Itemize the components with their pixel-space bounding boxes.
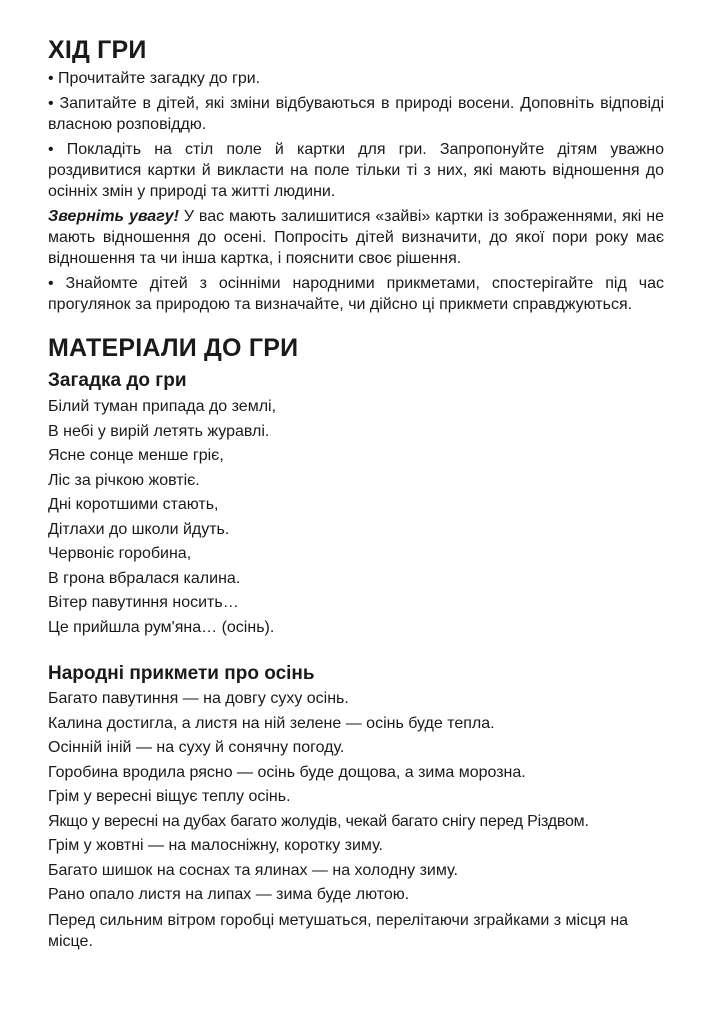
instruction-item: • Прочитайте загадку до гри. bbox=[48, 70, 261, 87]
instruction-item: • Покладіть на стіл поле й картки для гри. Запропонуйте дітям уважно роздивитися картки й викласти на поле тільки ті з них, які мають відношення до осінніх змін у природі та житті людини. bbox=[48, 141, 664, 200]
document-page bbox=[48, 36, 664, 952]
riddle-line: Дітлахи до школи йдуть. bbox=[48, 520, 230, 538]
riddle-line: В грона вбралася калина. bbox=[48, 569, 241, 587]
folk-sign: Рано опало листя на липах — зима буде лютою. bbox=[48, 886, 410, 903]
attention-label: Зверніть увагу! bbox=[48, 208, 179, 225]
folk-sign: Грім у жовтні — на малосніжну, коротку зиму. bbox=[48, 837, 383, 854]
folk-signs-title: Народні прикмети про осінь bbox=[48, 663, 315, 684]
instruction-item: • Запитайте в дітей, які зміни відбуваються в природі восени. Доповніть відповіді власною розповіддю. bbox=[48, 95, 664, 133]
riddle-line: Дні коротшими стають, bbox=[48, 496, 219, 513]
riddle-line: Білий туман припада до землі, bbox=[48, 398, 277, 415]
riddle-line: Червоніє горобина, bbox=[48, 545, 192, 562]
folk-sign: Багато шишок на соснах та ялинах — на холодну зиму. bbox=[48, 861, 458, 879]
folk-sign: Грім у вересні віщує теплу осінь. bbox=[48, 788, 291, 805]
folk-sign: Перед сильним вітром горобці метушаться, перелітаючи зграйками з місця на місце. bbox=[48, 911, 629, 950]
folk-sign: Якщо у вересні на дубах багато жолудів, чекай багато снігу перед Різдвом. bbox=[48, 812, 589, 830]
riddle-line: Ліс за річкою жовтіє. bbox=[48, 471, 200, 489]
attention-note bbox=[48, 206, 664, 269]
section-title-game-progress: ХІД ГРИ bbox=[48, 36, 147, 64]
game-instructions bbox=[48, 68, 664, 315]
folk-sign: Калина достигла, а листя на ній зелене — осінь буде тепла. bbox=[48, 714, 495, 732]
riddle-poem bbox=[48, 395, 664, 640]
riddle-line: Вітер павутиння носить… bbox=[48, 594, 239, 611]
attention-text: У вас мають залишитися «зайві» картки із зображеннями, які не мають відношення до осені. Попросіть дітей визначити, до якої пори року має відношення та чи інша картка, і пояснити своє рішення. bbox=[48, 208, 664, 267]
riddle-title: Загадка до гри bbox=[48, 370, 187, 391]
riddle-line: Це прийшла рум'яна… (осінь). bbox=[48, 618, 275, 636]
instruction-item: • Знайомте дітей з осінніми народними прикметами, спостерігайте під час прогулянок за природою та визначайте, чи дійсно ці прикмети справджуються. bbox=[48, 275, 664, 313]
folk-signs-list bbox=[48, 687, 664, 952]
folk-sign: Багато павутиння — на довгу суху осінь. bbox=[48, 690, 349, 707]
folk-sign: Горобина вродила рясно — осінь буде дощова, а зима морозна. bbox=[48, 763, 526, 781]
riddle-line: В небі у вирій летять журавлі. bbox=[48, 422, 270, 440]
section-title-materials: МАТЕРІАЛИ ДО ГРИ bbox=[48, 334, 299, 362]
riddle-line: Ясне сонце менше гріє, bbox=[48, 447, 224, 464]
folk-sign: Осінній іній — на суху й сонячну погоду. bbox=[48, 739, 345, 756]
